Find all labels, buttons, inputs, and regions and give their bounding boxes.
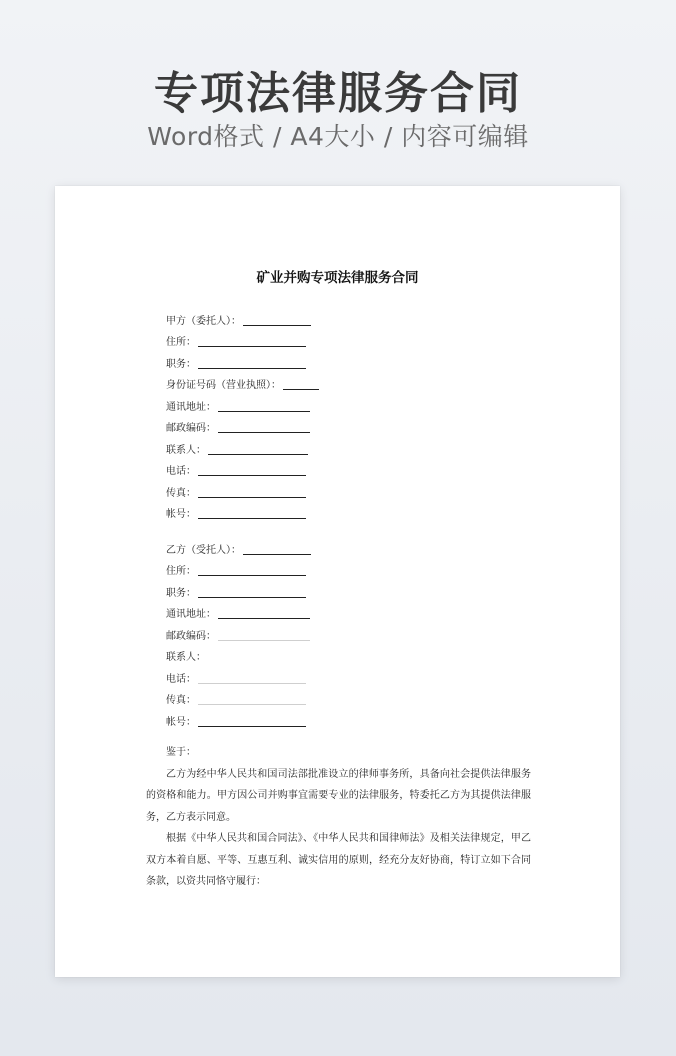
field-label: 住所： [166,337,196,348]
field-label: 职务： [166,358,196,370]
blank-line [218,432,310,433]
party-a-postcode-field[interactable] [166,414,526,436]
blank-line [198,597,306,598]
field-label: 电话： [166,466,196,477]
blank-line [198,475,306,476]
party-a-position-field[interactable] [166,349,526,371]
field-label: 身份证号码（营业执照）： [166,380,281,391]
blank-line [198,497,306,498]
party-b-phone-field[interactable] [166,664,526,686]
field-label: 联系人： [166,444,206,456]
field-label: 邮政编码： [166,423,216,434]
document-page [55,186,620,977]
blank-line [243,554,311,555]
party-b-fax-field[interactable] [166,686,526,708]
blank-line [198,683,306,684]
field-label: 职务： [166,587,196,599]
page-title: 专项法律服务合同 [154,68,522,119]
blank-line [198,346,306,347]
party-a-phone-field[interactable] [166,457,526,479]
party-a-id-field[interactable] [166,371,526,393]
party-b-position-field[interactable] [166,578,526,600]
field-label: 甲方（委托人）： [166,315,241,327]
party-b-postcode-field[interactable] [166,621,526,643]
field-label: 帐号： [166,716,196,728]
party-a-address-field[interactable] [166,328,526,350]
field-label: 传真： [166,695,196,706]
field-label: 邮政编码： [166,630,216,642]
blank-line [198,726,306,727]
party-b-address-field[interactable] [166,557,526,579]
blank-line [198,704,306,705]
party-a-fax-field[interactable] [166,478,526,500]
page-subtitle: Word格式 / A4大小 / 内容可编辑 [147,122,529,151]
blank-line [218,640,310,641]
contract-fields [166,306,526,729]
blank-line [198,518,306,519]
party-b-trustee-field[interactable] [166,535,526,557]
section-gap [166,521,526,535]
party-b-contact-field[interactable] [166,643,526,665]
field-label: 联系人： [166,652,206,663]
document-title: 矿业并购专项法律服务合同 [256,270,419,286]
blank-line [243,325,311,326]
party-a-account-field[interactable] [166,500,526,522]
party-a-mailing-address-field[interactable] [166,392,526,414]
blank-line [208,454,308,455]
field-label: 电话： [166,673,196,685]
blank-line [218,618,310,619]
party-b-mailing-address-field[interactable] [166,600,526,622]
party-a-contact-field[interactable] [166,435,526,457]
blank-line [198,368,306,369]
blank-line [218,411,310,412]
party-b-account-field[interactable] [166,707,526,729]
paragraph-party-b-qualification: 乙方为经中华人民共和国司法部批准设立的律师事务所，具备向社会提供法律服务的资格和能力。甲方因公司并购事宜需要专业的法律服务，特委托乙方为其提供法律服务，乙方表示同意。 [146,768,531,823]
field-label: 帐号： [166,509,196,520]
contract-preamble [146,742,531,893]
field-label: 传真： [166,487,196,499]
field-label: 通讯地址： [166,609,216,620]
field-label: 乙方（受托人）： [166,544,241,556]
party-a-principal-field[interactable] [166,306,526,328]
blank-line [198,575,306,576]
blank-line [283,389,319,390]
paragraph-legal-basis: 根据《中华人民共和国合同法》、《中华人民共和国律师法》及相关法律规定，甲乙双方本着自愿、平等、互惠互利、诚实信用的原则，经充分友好协商，特订立如下合同条款，以资共同恪守履行： [146,833,531,887]
field-label: 通讯地址： [166,401,216,413]
paragraph-whereas: 鉴于： [166,747,196,758]
field-label: 住所： [166,566,196,577]
